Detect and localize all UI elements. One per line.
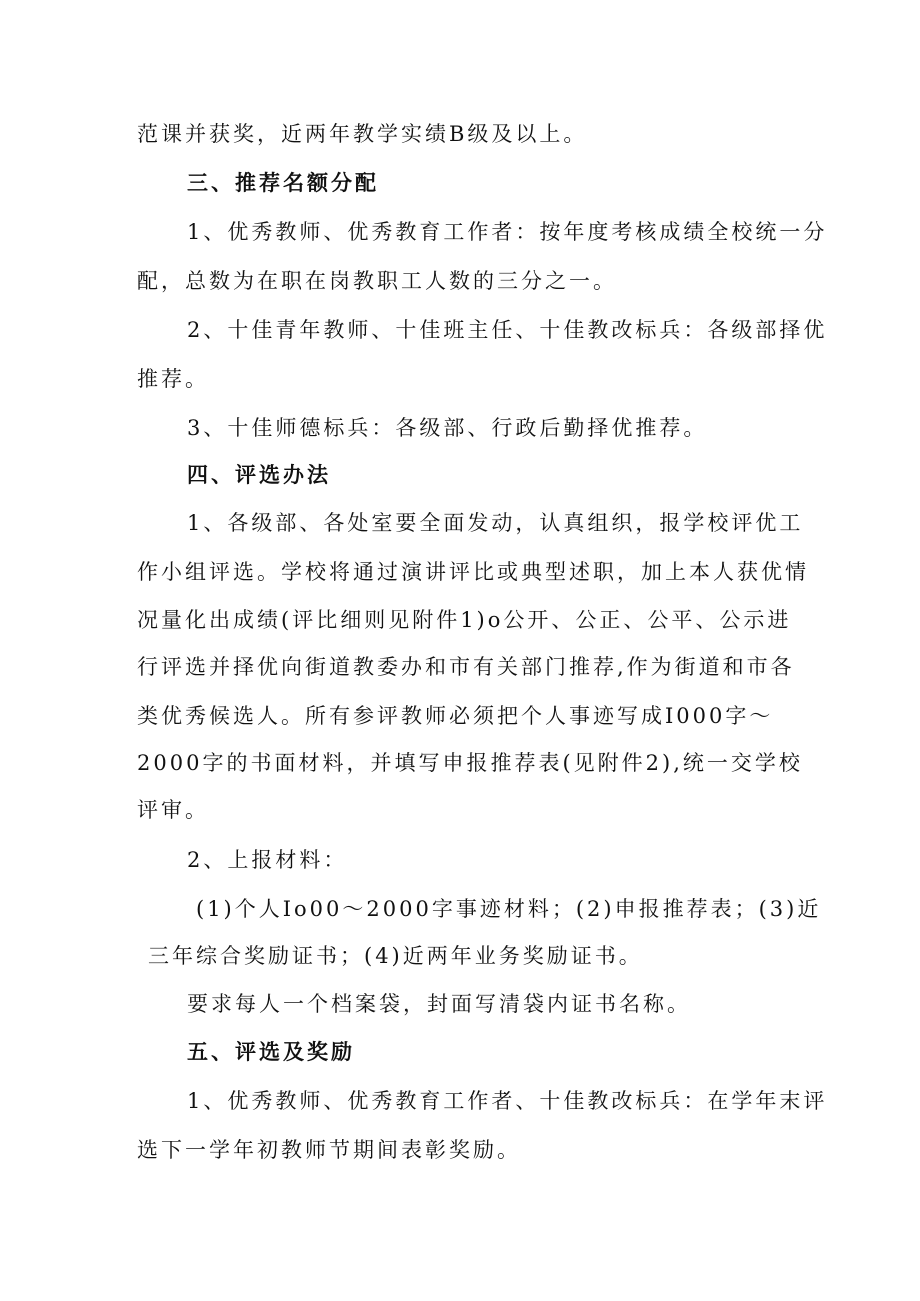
text-line: 评审。: [137, 798, 209, 822]
text-line: 选下一学年初教师节期间表彰奖励。: [137, 1138, 521, 1162]
text-line: 配，总数为在职在岗教职工人数的三分之一。: [137, 269, 617, 293]
text-line: (1)个人Io00～2000字事迹材料；(2)申报推荐表；(3)近: [196, 897, 822, 921]
text-line: 2、上报材料：: [187, 848, 348, 872]
text-line: 1、优秀教师、优秀教育工作者、十佳教改标兵：在学年末评: [187, 1089, 828, 1113]
text-line: 行评选并择优向街道教委办和市有关部门推荐,作为街道和市各: [137, 655, 795, 679]
section-heading-4: 四、评选办法: [187, 463, 331, 487]
text-line: 推荐。: [137, 367, 209, 391]
text-line: 3、十佳师德标兵：各级部、行政后勤择优推荐。: [187, 416, 708, 440]
text-line: 作小组评选。学校将通过演讲评比或典型述职，加上本人获优情: [137, 560, 809, 584]
text-line: 2000字的书面材料，并填写申报推荐表(见附件2),统一交学校: [137, 751, 803, 775]
text-line: 三年综合奖励证书；(4)近两年业务奖励证书。: [148, 944, 643, 968]
text-line: 况量化出成绩(评比细则见附件1)o公开、公正、公平、公示进: [137, 608, 792, 632]
section-heading-5: 五、评选及奖励: [187, 1040, 355, 1064]
text-line: 1、优秀教师、优秀教育工作者：按年度考核成绩全校统一分: [187, 220, 828, 244]
text-line: 范课并获奖，近两年教学实绩B级及以上。: [137, 122, 588, 146]
text-line: 2、十佳青年教师、十佳班主任、十佳教改标兵：各级部择优: [187, 318, 828, 342]
section-heading-3: 三、推荐名额分配: [187, 171, 379, 195]
text-line: 类优秀候选人。所有参评教师必须把个人事迹写成I000字～: [137, 704, 774, 728]
text-line: 1、各级部、各处室要全面发动，认真组织，报学校评优工: [187, 511, 804, 535]
text-line: 要求每人一个档案袋，封面写清袋内证书名称。: [187, 992, 691, 1016]
